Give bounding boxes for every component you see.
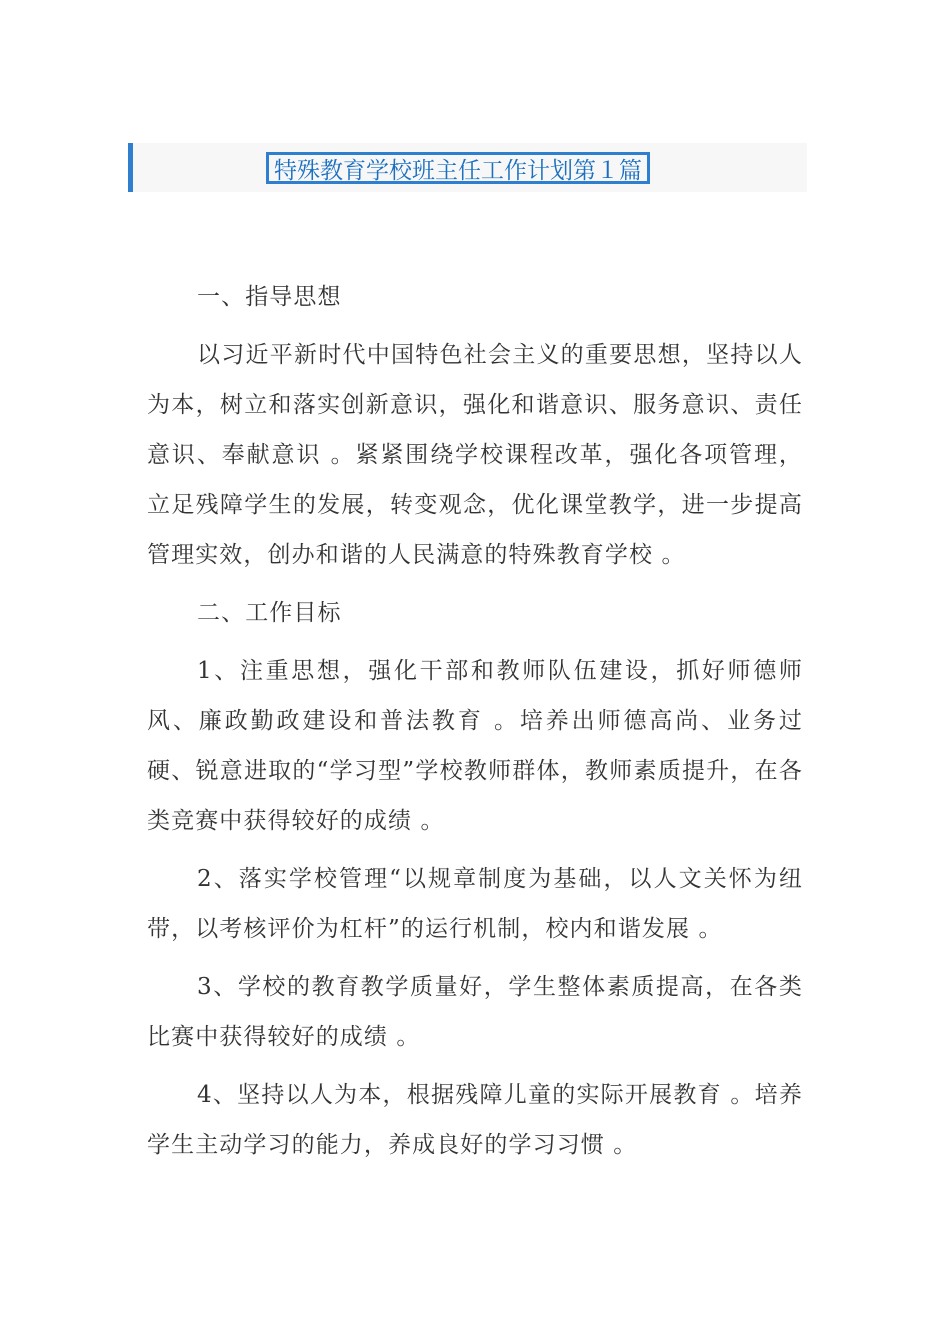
document-title: 特殊教育学校班主任工作计划第１篇	[266, 152, 650, 184]
section-heading-guiding-thought: 一、指导思想	[197, 284, 342, 310]
goal-item-3: 3、学校的教育教学质量好，学生整体素质提高，在各类比赛中获得较好的成绩 。	[147, 974, 803, 1050]
goal-item-4: 4、坚持以人为本，根据残障儿童的实际开展教育 。培养学生主动学习的能力，养成良好的学习习惯 。	[147, 1082, 803, 1158]
paragraph-guiding-thought: 以习近平新时代中国特色社会主义的重要思想，坚持以人为本，树立和落实创新意识，强化和谐意识、服务意识、责任意识、奉献意识 。紧紧围绕学校课程改革，强化各项管理，立足残障学生的发展，转变观念，优化课堂教学，进一步提高管理实效，创办和谐的人民满意的特殊教育学校 。	[147, 342, 803, 568]
document-body	[147, 272, 803, 1170]
section-heading-work-goals: 二、工作目标	[197, 600, 342, 626]
title-accent-bar	[128, 143, 133, 192]
goal-item-1: 1、注重思想，强化干部和教师队伍建设，抓好师德师风、廉政勤政建设和普法教育 。培养出师德高尚、业务过硬、锐意进取的“学习型”学校教师群体，教师素质提升，在各类竞赛中获得较好的成绩 。	[147, 658, 803, 834]
goal-item-2: 2、落实学校管理“以规章制度为基础，以人文关怀为纽带，以考核评价为杠杆”的运行机制，校内和谐发展 。	[147, 866, 803, 942]
